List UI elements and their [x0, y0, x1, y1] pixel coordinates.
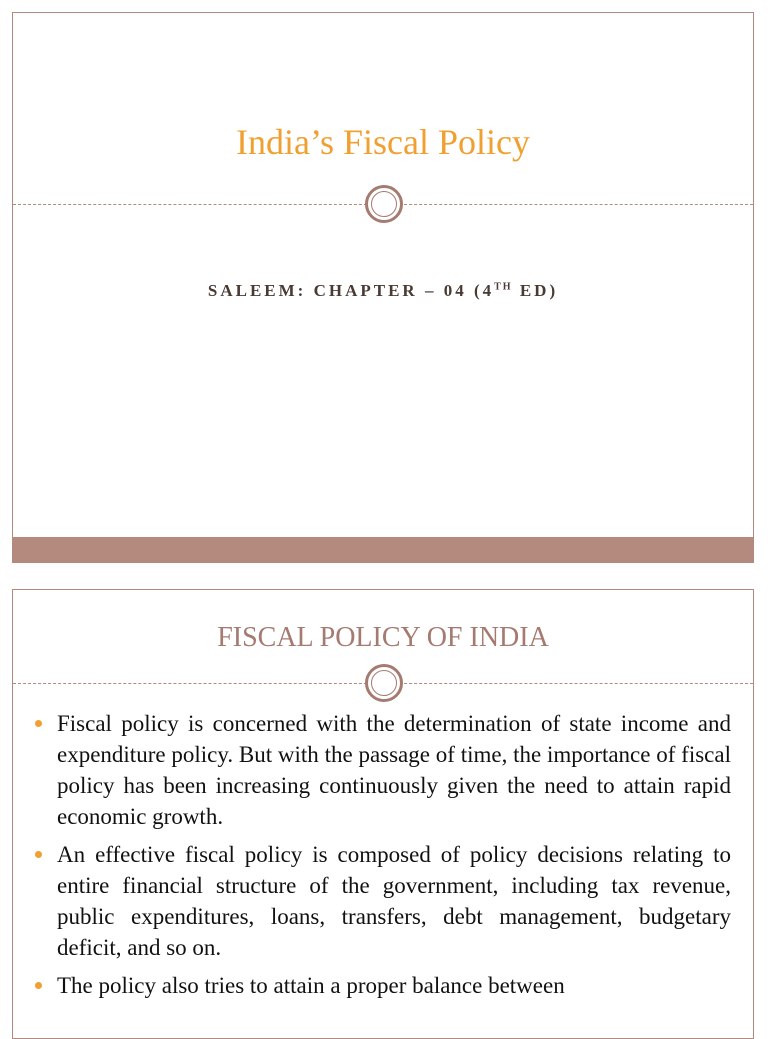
bullet-dot-icon	[35, 851, 42, 858]
content-slide	[12, 589, 754, 1039]
slide-heading: FISCAL POLICY OF INDIA	[217, 622, 549, 653]
list-item: The policy also tries to attain a proper balance between	[35, 970, 731, 1001]
bottom-color-band	[13, 537, 753, 562]
list-item: Fiscal policy is concerned with the determination of state income and expenditure policy. But with the passage of time, the importance of fiscal policy has been increasing continuously given the need to attain rapid economic growth.	[35, 708, 731, 832]
bullet-dot-icon	[35, 982, 42, 989]
list-item: An effective fiscal policy is composed of policy decisions relating to entire financial structure of the government, including tax revenue, public expenditures, loans, transfers, debt management, budgetary deficit, and so on.	[35, 839, 731, 963]
slide-subtitle: SALEEM: CHAPTER – 04 (4TH ED)	[207, 281, 559, 300]
ring-ornament-icon	[365, 185, 403, 223]
bullet-list	[35, 708, 731, 1008]
slide-title: India’s Fiscal Policy	[236, 122, 530, 162]
title-slide	[12, 12, 754, 563]
bullet-dot-icon	[35, 720, 42, 727]
ring-ornament-icon	[365, 664, 403, 702]
